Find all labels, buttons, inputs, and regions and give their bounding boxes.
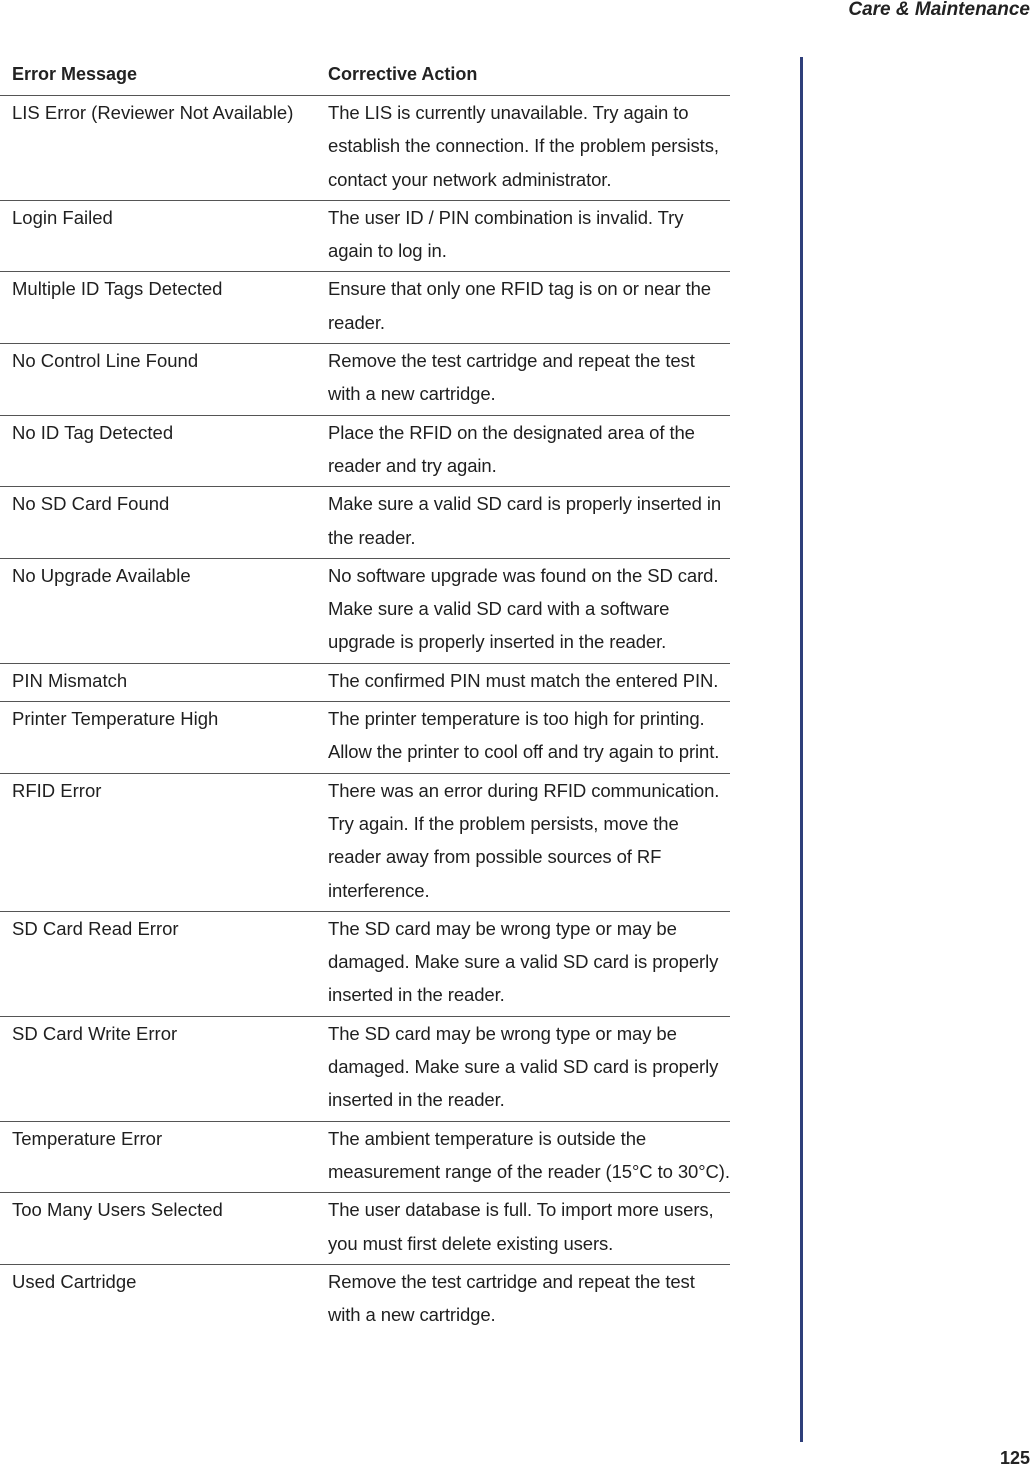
corrective-action-cell: The user ID / PIN combination is invalid. Try again to log in. (328, 206, 684, 262)
table-row (0, 774, 730, 912)
corrective-action-cell: There was an error during RFID communication. Try again. If the problem persists, move the reader away from possible sources of RF interference. (328, 779, 720, 901)
corrective-action-cell: Make sure a valid SD card is properly inserted in the reader. (328, 493, 722, 548)
error-message-cell: SD Card Read Error (12, 917, 179, 939)
error-message-cell: Too Many Users Selected (12, 1199, 223, 1221)
table-row (0, 1193, 730, 1265)
table-row (0, 344, 730, 416)
error-message-cell: Used Cartridge (12, 1270, 137, 1292)
error-message-cell: Temperature Error (12, 1127, 163, 1149)
corrective-action-cell: Place the RFID on the designated area of the reader and try again. (328, 421, 695, 476)
error-message-cell: SD Card Write Error (12, 1022, 178, 1044)
error-message-cell: Printer Temperature High (12, 708, 219, 730)
corrective-action-cell: Ensure that only one RFID tag is on or near the reader. (328, 278, 711, 333)
table-row (0, 559, 730, 664)
error-message-cell: No SD Card Found (12, 493, 170, 515)
corrective-action-cell: No software upgrade was found on the SD card. Make sure a valid SD card with a software upgrade is properly inserted in the reader. (328, 564, 719, 653)
corrective-action-cell: Remove the test cartridge and repeat the test with a new cartridge. (328, 1270, 695, 1326)
table-row (0, 487, 730, 559)
column-header-error-message: Error Message (12, 64, 138, 84)
page-number: 125 (999, 1448, 1030, 1468)
error-message-cell: RFID Error (12, 779, 102, 801)
error-message-cell: PIN Mismatch (12, 669, 128, 691)
column-header-corrective-action: Corrective Action (328, 64, 478, 84)
table-row (0, 1017, 730, 1122)
corrective-action-cell: The ambient temperature is outside the measurement range of the reader (15°C to 30°C). (328, 1127, 730, 1182)
corrective-action-cell: The user database is full. To import more users, you must first delete existing users. (328, 1199, 714, 1254)
table-row (0, 1265, 730, 1336)
corrective-action-cell: The SD card may be wrong type or may be damaged. Make sure a valid SD card is properly inserted in the reader. (328, 917, 719, 1006)
table-row (0, 664, 730, 702)
error-message-cell: No Upgrade Available (12, 564, 191, 586)
corrective-action-cell: The LIS is currently unavailable. Try again to establish the connection. If the problem persists, contact your network administrator. (328, 102, 719, 190)
corrective-action-cell: The printer temperature is too high for printing. Allow the printer to cool off and try again to print. (328, 708, 720, 763)
corrective-action-cell: The confirmed PIN must match the entered PIN. (328, 669, 719, 691)
table-row (0, 1122, 730, 1194)
table-row (0, 272, 730, 344)
corrective-action-cell: Remove the test cartridge and repeat the test with a new cartridge. (328, 350, 695, 405)
error-message-cell: Login Failed (12, 206, 113, 228)
table-row (0, 416, 730, 488)
margin-rule (800, 57, 803, 1442)
table-row (0, 912, 730, 1017)
section-title: Care & Maintenance (848, 0, 1030, 20)
table-row (0, 702, 730, 774)
error-message-cell: Multiple ID Tags Detected (12, 278, 223, 300)
error-message-table (0, 56, 730, 1335)
error-message-cell: No Control Line Found (12, 350, 199, 372)
error-message-cell: LIS Error (Reviewer Not Available) (12, 102, 294, 123)
error-message-cell: No ID Tag Detected (12, 421, 174, 443)
table-row (0, 201, 730, 273)
corrective-action-cell: The SD card may be wrong type or may be damaged. Make sure a valid SD card is properly inserted in the reader. (328, 1022, 719, 1111)
table-header (0, 56, 730, 96)
table-row (0, 96, 730, 201)
